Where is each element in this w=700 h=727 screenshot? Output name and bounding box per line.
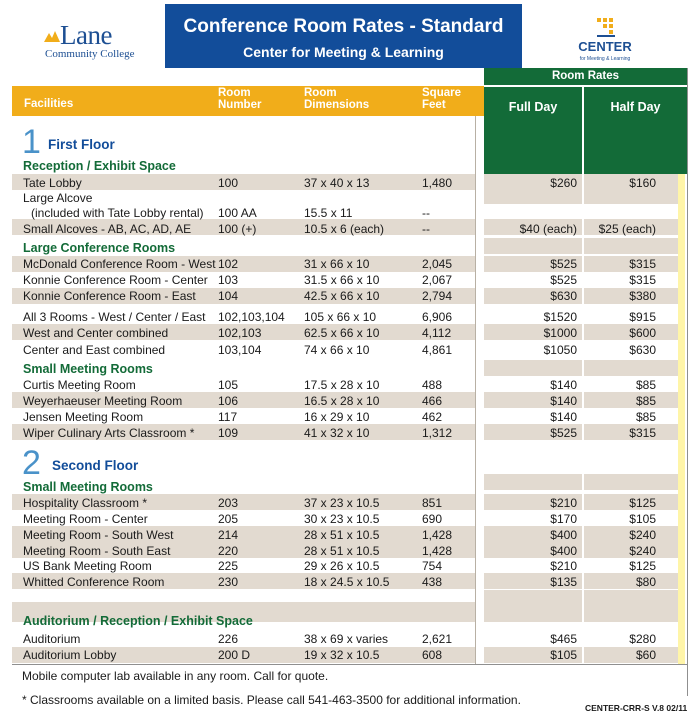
row-half-rate: $125	[629, 496, 656, 510]
row-sqft: 2,067	[422, 273, 453, 287]
row-half-rate: $60	[635, 648, 656, 662]
right-frame-line	[687, 68, 688, 696]
lane-logo	[0, 0, 165, 86]
row-full-rate: $525	[550, 426, 577, 440]
row-dims: 10.5 x 6 (each)	[304, 222, 385, 236]
row-full-rate: $1000	[543, 326, 577, 340]
row-sqft: 488	[422, 378, 443, 392]
center-logo-tagline: for Meeting & Learning	[579, 56, 631, 62]
row-full-rate: $525	[550, 257, 577, 271]
row-dims: 18 x 24.5 x 10.5	[304, 575, 390, 589]
col-facilities: Facilities	[24, 98, 74, 110]
row-room: 214	[218, 528, 239, 542]
row-name: US Bank Meeting Room	[23, 559, 152, 573]
row-name: Whitted Conference Room	[23, 575, 165, 589]
row-name: Hospitality Classroom *	[23, 496, 148, 510]
row-half-rate: $80	[635, 575, 656, 589]
col-square-feet: Square Feet	[422, 87, 461, 111]
row-half-rate: $600	[629, 326, 656, 340]
row-sqft: 1,428	[422, 528, 453, 542]
row-name: All 3 Rooms - West / Center / East	[23, 310, 206, 324]
row-full-rate: $140	[550, 394, 577, 408]
row-name: Meeting Room - Center	[23, 512, 148, 526]
row-half-rate: $315	[629, 257, 656, 271]
row-dims: 28 x 51 x 10.5	[304, 528, 380, 542]
footer-divider	[12, 664, 687, 665]
row-full-rate: $105	[550, 648, 577, 662]
row-dims: 28 x 51 x 10.5	[304, 544, 380, 558]
row-full-rate: $140	[550, 378, 577, 392]
version-code: CENTER-CRR-S V.8 02/11	[585, 703, 688, 713]
row-room: 109	[218, 426, 239, 440]
section-small-meeting-1: Small Meeting Rooms	[23, 362, 153, 376]
row-half-rate: $315	[629, 273, 656, 287]
row-dims: 62.5 x 66 x 10	[304, 326, 380, 340]
title-banner	[165, 4, 522, 68]
col-room-number: Room Number	[218, 87, 262, 111]
row-half-rate: $105	[629, 512, 656, 526]
row-room: 100	[218, 176, 239, 190]
section-reception: Reception / Exhibit Space	[23, 159, 176, 173]
row-name: Curtis Meeting Room	[23, 378, 136, 392]
row-name: Konnie Conference Room - Center	[23, 273, 208, 287]
row-half-rate: $85	[635, 378, 656, 392]
row-sqft: 1,312	[422, 426, 453, 440]
row-half-rate: $915	[629, 310, 656, 324]
row-room: 200 D	[218, 648, 251, 662]
row-full-rate: $135	[550, 575, 577, 589]
row-dims: 74 x 66 x 10	[304, 343, 370, 357]
col-full-day: Full Day	[508, 100, 558, 114]
floor-2-label: Second Floor	[52, 458, 139, 473]
room-rates-header	[484, 68, 687, 174]
right-accent-strip	[678, 174, 685, 664]
row-sqft: 4,861	[422, 343, 453, 357]
rates-divider-h	[484, 85, 687, 87]
row-dims: 37 x 23 x 10.5	[304, 496, 380, 510]
row-room: 102	[218, 257, 239, 271]
footer-note-classrooms: * Classrooms available on a limited basis. Please call 541-463-3500 for additional information.	[22, 693, 521, 707]
row-sqft: --	[422, 222, 430, 236]
page-title: Conference Room Rates - Standard	[183, 16, 504, 37]
row-half-rate: $240	[629, 528, 656, 542]
row-room: 102,103	[218, 326, 262, 340]
row-full-rate: $525	[550, 273, 577, 287]
row-name: West and Center combined	[23, 326, 169, 340]
floor-1-label: First Floor	[48, 137, 115, 152]
lane-college-name: Lane	[60, 20, 112, 50]
row-room: 106	[218, 394, 239, 408]
row-half-rate: $85	[635, 394, 656, 408]
row-room: 205	[218, 512, 239, 526]
center-logo	[524, 4, 686, 68]
row-room: 100 AA	[218, 206, 257, 220]
row-dims: 17.5 x 28 x 10	[304, 378, 380, 392]
row-name: Auditorium Lobby	[23, 648, 117, 662]
row-dims: 30 x 23 x 10.5	[304, 512, 380, 526]
row-room: 225	[218, 559, 239, 573]
floor-1-number: 1	[22, 123, 41, 161]
row-name: Konnie Conference Room - East	[23, 289, 196, 303]
row-sqft: 462	[422, 410, 443, 424]
col-room-dimensions: Room Dimensions	[304, 87, 370, 111]
row-room: 105	[218, 378, 239, 392]
row-dims: 38 x 69 x varies	[304, 632, 389, 646]
row-name: Wiper Culinary Arts Classroom *	[23, 426, 195, 440]
row-half-rate: $280	[629, 632, 656, 646]
row-full-rate: $170	[550, 512, 577, 526]
row-room: 103,104	[218, 343, 262, 357]
row-name: Weyerhaeuser Meeting Room	[23, 394, 183, 408]
row-full-rate: $210	[550, 559, 577, 573]
row-dims: 15.5 x 11	[304, 206, 353, 220]
row-full-rate: $1050	[543, 343, 577, 357]
row-half-rate: $125	[629, 559, 656, 573]
row-full-rate: $140	[550, 410, 577, 424]
row-room: 220	[218, 544, 239, 558]
row-full-rate: $210	[550, 496, 577, 510]
row-room: 117	[218, 410, 238, 424]
section-large-conference: Large Conference Rooms	[23, 241, 176, 255]
row-sqft: 2,794	[422, 289, 453, 303]
row-name: Large Alcove	[23, 191, 93, 205]
row-room: 102,103,104	[218, 310, 285, 324]
row-full-rate: $400	[550, 544, 577, 558]
lane-flame-icon	[42, 30, 62, 44]
row-sqft: 1,428	[422, 544, 453, 558]
row-dims: 16.5 x 28 x 10	[304, 394, 380, 408]
panel-rule	[475, 116, 476, 664]
row-sqft: 851	[422, 496, 443, 510]
row-half-rate: $380	[629, 289, 656, 303]
row-sqft: 608	[422, 648, 443, 662]
row-dims: 29 x 26 x 10.5	[304, 559, 380, 573]
row-name: Jensen Meeting Room	[23, 410, 144, 424]
row-room: 203	[218, 496, 239, 510]
row-sqft: 4,112	[422, 326, 452, 340]
row-sqft: 466	[422, 394, 443, 408]
row-sqft: 754	[422, 559, 443, 573]
row-half-rate: $315	[629, 426, 656, 440]
row-dims: 19 x 32 x 10.5	[304, 648, 380, 662]
footer-note-lab: Mobile computer lab available in any room. Call for quote.	[22, 669, 329, 683]
row-name: Center and East combined	[23, 343, 166, 357]
row-half-rate: $25 (each)	[598, 222, 656, 236]
floor-2-number: 2	[22, 444, 41, 482]
row-full-rate: $260	[550, 176, 577, 190]
room-rates-title: Room Rates	[551, 70, 620, 82]
page-subtitle: Center for Meeting & Learning	[243, 44, 444, 60]
center-logo-name: CENTER	[578, 39, 632, 54]
lane-college-sub: Community College	[45, 48, 135, 60]
row-name: Small Alcoves - AB, AC, AD, AE	[23, 222, 192, 236]
row-sqft: 6,906	[422, 310, 453, 324]
row-sqft: --	[422, 206, 430, 220]
row-full-rate: $400	[550, 528, 577, 542]
row-half-rate: $85	[635, 410, 656, 424]
row-full-rate: $465	[550, 632, 577, 646]
row-room: 100 (+)	[218, 222, 257, 236]
row-dims: 37 x 40 x 13	[304, 176, 370, 190]
row-name: Tate Lobby	[23, 176, 82, 190]
row-sqft: 2,621	[422, 632, 453, 646]
row-sqft: 438	[422, 575, 443, 589]
row-name: (included with Tate Lobby rental)	[31, 206, 204, 220]
row-room: 226	[218, 632, 239, 646]
row-dims: 31.5 x 66 x 10	[304, 273, 380, 287]
row-full-rate: $1520	[543, 310, 577, 324]
row-room: 103	[218, 273, 239, 287]
row-sqft: 690	[422, 512, 443, 526]
center-building-icon	[595, 16, 617, 38]
row-sqft: 1,480	[422, 176, 453, 190]
row-half-rate: $630	[629, 343, 656, 357]
row-name: Meeting Room - South East	[23, 544, 171, 558]
row-full-rate: $40 (each)	[519, 222, 577, 236]
row-half-rate: $240	[629, 544, 656, 558]
row-name: McDonald Conference Room - West	[23, 257, 216, 271]
row-dims: 16 x 29 x 10	[304, 410, 370, 424]
row-dims: 42.5 x 66 x 10	[304, 289, 380, 303]
row-dims: 41 x 32 x 10	[304, 426, 370, 440]
row-name: Meeting Room - South West	[23, 528, 174, 542]
row-room: 104	[218, 289, 239, 303]
section-auditorium: Auditorium / Reception / Exhibit Space	[23, 614, 253, 628]
section-small-meeting-2: Small Meeting Rooms	[23, 480, 153, 494]
row-room: 230	[218, 575, 239, 589]
row-sqft: 2,045	[422, 257, 453, 271]
row-name: Auditorium	[23, 632, 81, 646]
row-dims: 31 x 66 x 10	[304, 257, 370, 271]
row-full-rate: $630	[550, 289, 577, 303]
col-half-day: Half Day	[610, 100, 661, 114]
row-dims: 105 x 66 x 10	[304, 310, 377, 324]
row-half-rate: $160	[629, 176, 656, 190]
